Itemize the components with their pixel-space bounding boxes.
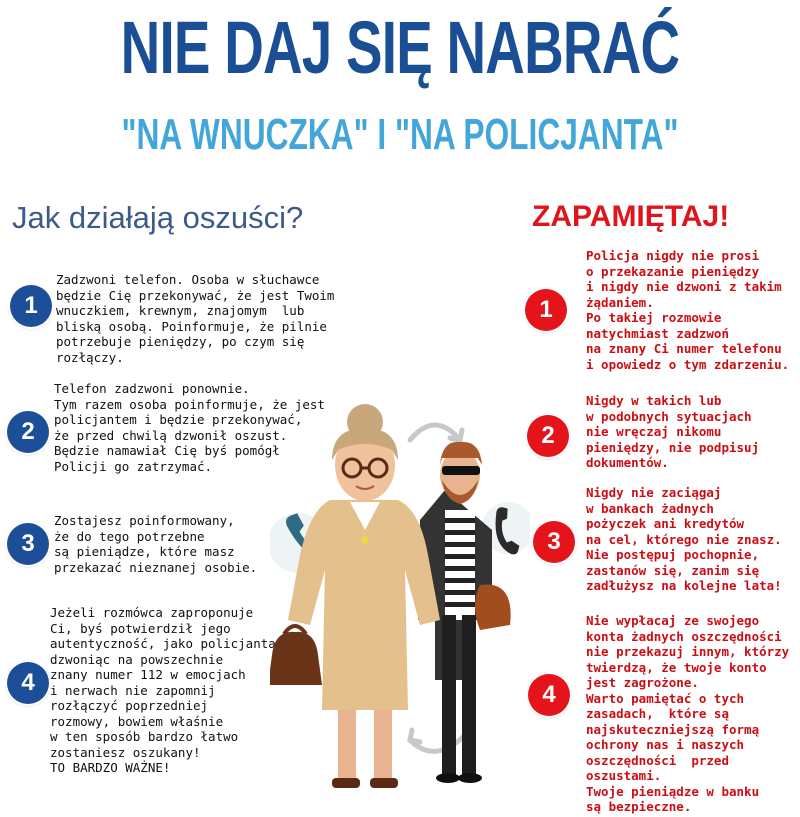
tip-3-text: Nigdy nie zaciągaj w bankach żadnych pożyczek ani kredytów na cel, którego nie znasz. Nie postępuj pochopnie, zastanów się, zanim się zadłużysz na kolejne lata! bbox=[586, 485, 782, 593]
step-4-text: Jeżeli rozmówca zaproponuje Ci, byś potwierdził jego autentyczność, jako policjanta dzwoniąc na powszechnie znany numer 112 w emocjach i nerwach nie zapomnij rozłączyć poprzedniej rozmowy, bowiem właśnie w ten sposób bardzo łatwo zostaniesz oszukany! TO BARDZO WAŻNE! bbox=[50, 605, 276, 775]
tip-4-text: Nie wypłacaj ze swojego konta żadnych oszczędności nie przekazuj innym, którzy twierdzą, że twoje konto jest zagrożone. Warto pamiętać o tych zasadach, które są najskuteczniejszą formą ochrony nas i naszych oszczędności przed oszustami. Twoje pieniądze w banku są bezpieczne. bbox=[586, 613, 790, 814]
cycle-arrow-bottom-icon bbox=[410, 730, 465, 751]
step-1-badge: 1 bbox=[10, 285, 52, 327]
step-4-badge: 4 bbox=[7, 662, 49, 704]
tip-1-badge: 1 bbox=[525, 289, 567, 331]
step-1-text: Zadzwoni telefon. Osoba w słuchawce będzie Cię przekonywać, że jest Twoim wnuczkiem, krewnym, znajomym lub bliską osobą. Poinformuje, że pilnie potrzebuje pieniędzy, po czym się rozłączy. bbox=[56, 272, 335, 365]
tip-4-badge: 4 bbox=[528, 674, 570, 716]
illustration bbox=[270, 380, 530, 810]
tip-2-text: Nigdy w takich lub w podobnych sytuacjach nie wręczaj nikomu pieniędzy, nie podpisuj dokumentów. bbox=[586, 393, 760, 470]
step-2-text: Telefon zadzwoni ponownie. Tym razem osoba poinformuje, że jest policjantem i będzie przekonywać, że przed chwilą dzwonił oszust. Będzie namawiał Cię byś pomógł Policji go zatrzymać. bbox=[54, 381, 325, 474]
step-2-badge: 2 bbox=[7, 411, 49, 453]
page-subtitle: "NA WNUCZKA" I "NA POLICJANTA" bbox=[121, 110, 679, 159]
tip-1-text: Policja nigdy nie prosi o przekazanie pieniędzy i nigdy nie dzwoni z takim żądaniem. Po takiej rozmowie natychmiast zadzwoń na znany Ci numer telefonu i opowiedz o tym zdarzeniu. bbox=[586, 248, 790, 372]
step-3-badge: 3 bbox=[7, 523, 49, 565]
right-heading: ZAPAMIĘTAJ! bbox=[532, 200, 730, 233]
woman-figure bbox=[270, 404, 440, 788]
tip-3-badge: 3 bbox=[533, 521, 575, 563]
step-3-text: Zostajesz poinformowany, że do tego potrzebne są pieniądze, które masz przekazać nieznanej osobie. bbox=[54, 513, 258, 575]
left-heading: Jak działają oszuści? bbox=[12, 200, 304, 235]
page-title: NIE DAJ SIĘ NABRAĆ bbox=[120, 6, 680, 89]
cycle-arrow-top-icon bbox=[410, 425, 462, 440]
tip-2-badge: 2 bbox=[527, 415, 569, 457]
